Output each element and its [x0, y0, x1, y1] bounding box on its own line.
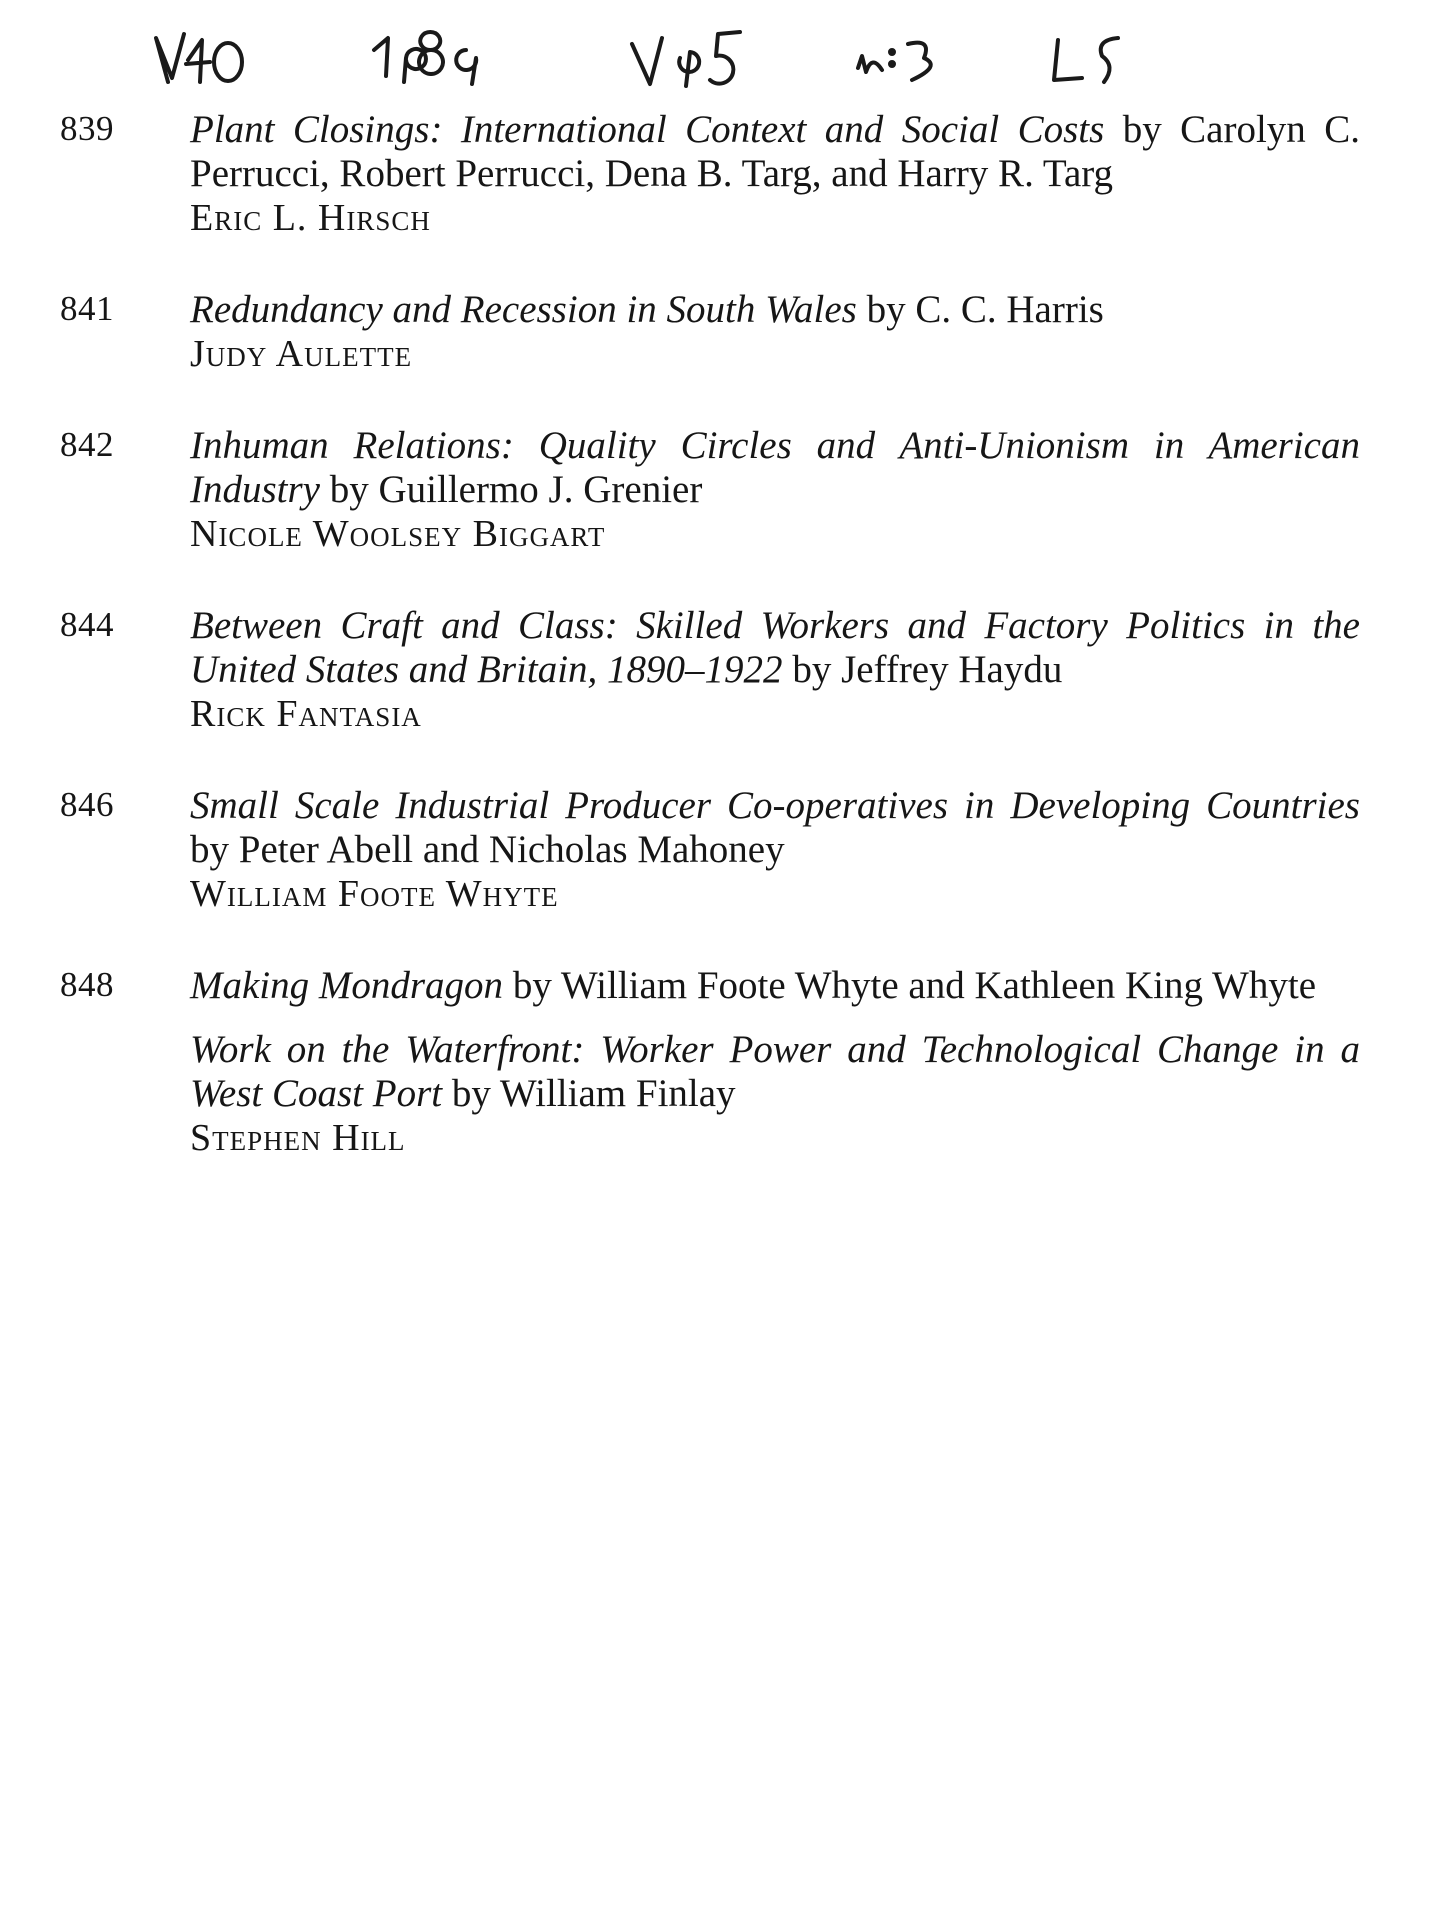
book-title: Redundancy and Recession in South Wales: [190, 288, 857, 331]
page-number: 846: [60, 785, 114, 824]
reviewer-name: Nicole Woolsey Biggart: [190, 513, 606, 555]
entry-body: [190, 288, 1360, 376]
entry-body: [190, 424, 1360, 556]
book-title: Work on the Waterfront: Worker Power and Technological Change in a West Coast Port: [190, 1028, 1360, 1115]
list-item: [60, 1028, 1360, 1160]
handwritten-annotation: [150, 20, 1380, 100]
reviewer-name: William Foote Whyte: [190, 873, 559, 915]
page-number: 844: [60, 605, 114, 644]
reviewer-name: Rick Fantasia: [190, 693, 422, 735]
book-authors: by C. C. Harris: [866, 288, 1104, 331]
reviewer-name: Eric L. Hirsch: [190, 197, 431, 239]
page-number: 839: [60, 109, 114, 148]
entry-body: [190, 108, 1360, 240]
book-authors: by Guillermo J. Grenier: [329, 468, 703, 511]
book-authors: by Peter Abell and Nicholas Mahoney: [190, 828, 785, 871]
list-item: [60, 288, 1360, 376]
entry-body: [190, 604, 1360, 736]
book-title: Between Craft and Class: Skilled Workers and Factory Politics in the United States and Britain, 1890–1922: [190, 604, 1360, 691]
book-authors: by Carolyn C. Perrucci, Robert Perrucci, Dena B. Targ, and Harry R. Targ: [190, 108, 1360, 195]
book-title: Inhuman Relations: Quality Circles and Anti-Unionism in American Industry: [190, 424, 1360, 511]
list-item: [60, 424, 1360, 556]
handwritten-annotation-drawing: [150, 20, 1380, 100]
reviewer-name: Judy Aulette: [190, 333, 413, 375]
entry-body: [190, 964, 1360, 1008]
book-review-list: [60, 108, 1360, 1208]
book-title: Small Scale Industrial Producer Co-operatives in Developing Countries: [190, 784, 1360, 827]
page-number: 842: [60, 425, 114, 464]
list-item: [60, 964, 1360, 1008]
page-number: 848: [60, 965, 114, 1004]
reviewer-name: Stephen Hill: [190, 1117, 406, 1159]
list-item: [60, 604, 1360, 736]
book-title: Making Mondragon: [190, 964, 504, 1007]
list-item: [60, 784, 1360, 916]
book-authors: by Jeffrey Haydu: [792, 648, 1063, 691]
book-authors: by William Foote Whyte and Kathleen King Whyte: [512, 964, 1317, 1007]
book-title: Plant Closings: International Context and Social Costs: [190, 108, 1105, 151]
page-number: 841: [60, 289, 114, 328]
entry-body: [190, 784, 1360, 916]
book-authors: by William Finlay: [451, 1072, 736, 1115]
entry-body: [190, 1028, 1360, 1160]
list-item: [60, 108, 1360, 240]
